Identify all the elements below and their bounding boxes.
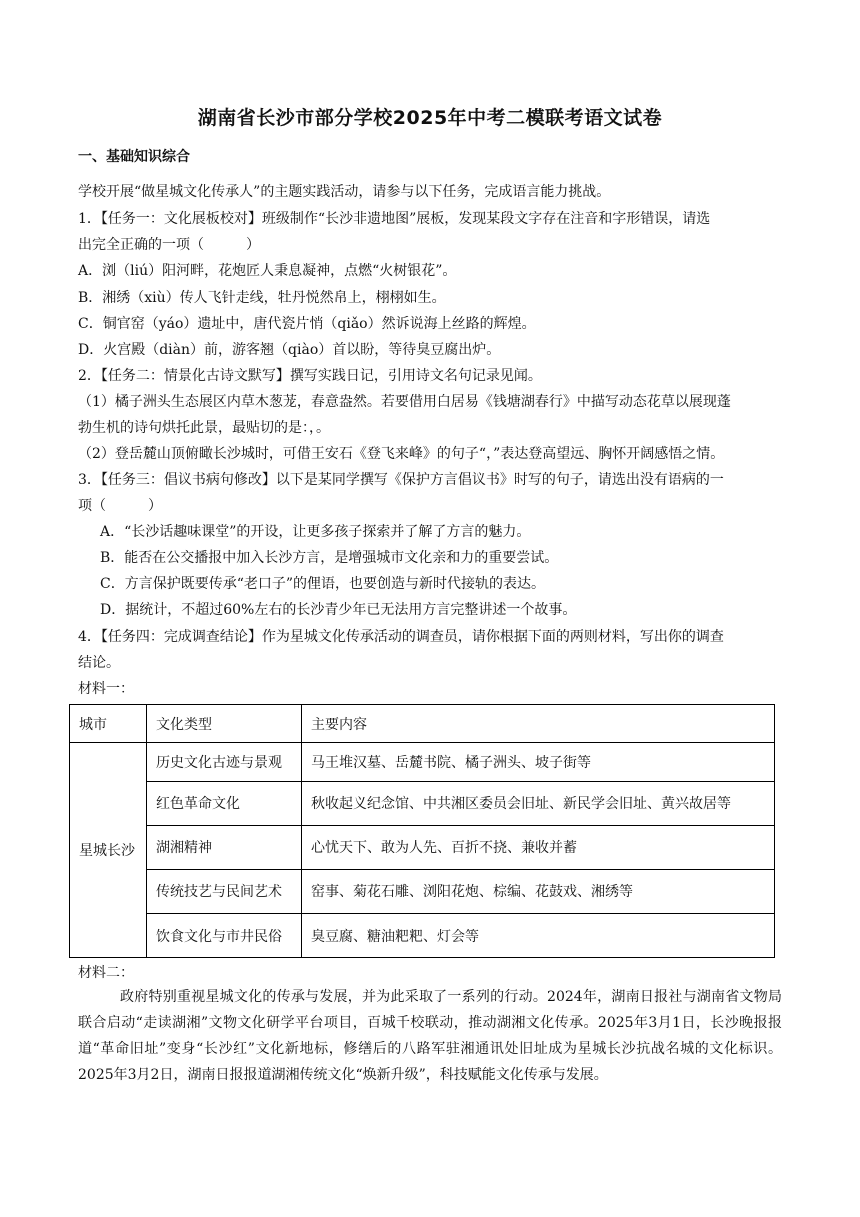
q3-option-d: D．据统计，不超过60%左右的长沙青少年已无法用方言完整讲述一个故事。 <box>100 602 577 618</box>
section-heading: 一、基础知识综合 <box>78 149 190 165</box>
table-row-content: 马王堆汉墓、岳麓书院、橘子洲头、坡子街等 <box>311 755 591 771</box>
table-header-content: 主要内容 <box>311 717 367 733</box>
culture-table <box>69 704 775 958</box>
table-divider <box>146 825 774 826</box>
table-divider <box>70 742 774 743</box>
q3-option-c: C．方言保护既要传承“老口子”的俚语，也要创造与新时代接轨的表达。 <box>100 576 546 592</box>
q1-stem-line1: 1．【任务一：文化展板校对】班级制作“长沙非遗地图”展板，发现某段文字存在注音和字形错误，请选 <box>78 211 711 227</box>
q3-stem-line2: 项（ ） <box>78 498 162 514</box>
table-row-content: 秋收起义纪念馆、中共湘区委员会旧址、新民学会旧址、黄兴故居等 <box>311 796 731 812</box>
exam-title: 湖南省长沙市部分学校2025年中考二模联考语文试卷 <box>197 107 663 129</box>
table-row-content: 臭豆腐、糖油粑粑、灯会等 <box>311 929 479 945</box>
q3-option-a: A．“长沙话趣味课堂”的开设，让更多孩子探索并了解了方言的魅力。 <box>100 524 531 540</box>
q2-sub1-line2: 勃生机的诗句烘托此景，最贴切的是：，。 <box>78 420 330 436</box>
table-divider <box>146 913 774 914</box>
table-header-type: 文化类型 <box>156 717 212 733</box>
q1-option-c: C．铜官窑（yáo）遗址中，唐代瓷片悄（qiǎo）然诉说海上丝路的辉煌。 <box>78 316 536 332</box>
q2-stem: 2．【任务二：情景化古诗文默写】撰写实践日记，引用诗文名句记录见闻。 <box>78 368 542 384</box>
q1-option-a: A．浏（liú）阳河畔，花炮匠人秉息凝神，点燃“火树银花”。 <box>78 263 457 279</box>
material1-label: 材料一： <box>78 681 134 697</box>
material2-label: 材料二： <box>78 965 134 981</box>
q1-option-b: B．湘绣（xiù）传人飞针走线，牡丹悦然帛上，栩栩如生。 <box>78 290 446 306</box>
q4-stem-line2: 结论。 <box>78 655 120 671</box>
material2-paragraph: 政府特别重视星城文化的传承与发展，并为此采取了一系列的行动。2024年，湖南日报社与湖南省文物局联合启动“走读湖湘”文物文化研学平台项目，百城千校联动，推动湖湘文化传承。2025年3月1日，长沙晚报报道“革命旧址”变身“长沙红”文化新地标，修缮后的八路军驻湘通讯处旧址成为星城长沙抗战名城的文化标识。2025年3月2日，湖南日报报道湖湘传统文化“焕新升级”，科技赋能文化传承与发展。 <box>78 989 782 1083</box>
q3-stem-line1: 3．【任务三：倡议书病句修改】以下是某同学撰写《保护方言倡议书》时写的句子，请选出没有语病的一 <box>78 472 724 488</box>
q2-sub1-line1: （1）橘子洲头生态展区内草木葱茏，春意盎然。若要借用白居易《钱塘湖春行》中描写动态花草以展现蓬 <box>78 394 731 410</box>
q1-option-d: D．火宫殿（diàn）前，游客翘（qiào）首以盼，等待臭豆腐出炉。 <box>78 342 501 358</box>
table-divider <box>146 781 774 782</box>
q1-stem-line2: 出完全正确的一项（ ） <box>78 237 260 253</box>
table-header-city: 城市 <box>79 717 107 733</box>
table-row-type: 饮食文化与市井民俗 <box>156 929 282 945</box>
table-row-type: 传统技艺与民间艺术 <box>156 884 282 900</box>
q2-sub2: （2）登岳麓山顶俯瞰长沙城时，可借王安石《登飞来峰》的句子“，”表达登高望远、胸怀开阔感悟之情。 <box>78 446 725 462</box>
table-city-cell: 星城长沙 <box>79 843 135 859</box>
intro-text: 学校开展“做星城文化传承人”的主题实践活动，请参与以下任务，完成语言能力挑战。 <box>78 184 611 200</box>
table-row-content: 心忧天下、敢为人先、百折不挠、兼收并蓄 <box>311 840 577 856</box>
table-row-type: 红色革命文化 <box>156 796 240 812</box>
table-row-type: 历史文化古迹与景观 <box>156 755 282 771</box>
table-row-type: 湖湘精神 <box>156 840 212 856</box>
q3-option-b: B．能否在公交播报中加入长沙方言，是增强城市文化亲和力的重要尝试。 <box>100 550 559 566</box>
q4-stem-line1: 4．【任务四：完成调查结论】作为星城文化传承活动的调查员，请你根据下面的两则材料，写出你的调查 <box>78 629 724 645</box>
table-divider <box>146 869 774 870</box>
table-row-content: 窑事、菊花石雕、浏阳花炮、棕编、花鼓戏、湘绣等 <box>311 884 633 900</box>
